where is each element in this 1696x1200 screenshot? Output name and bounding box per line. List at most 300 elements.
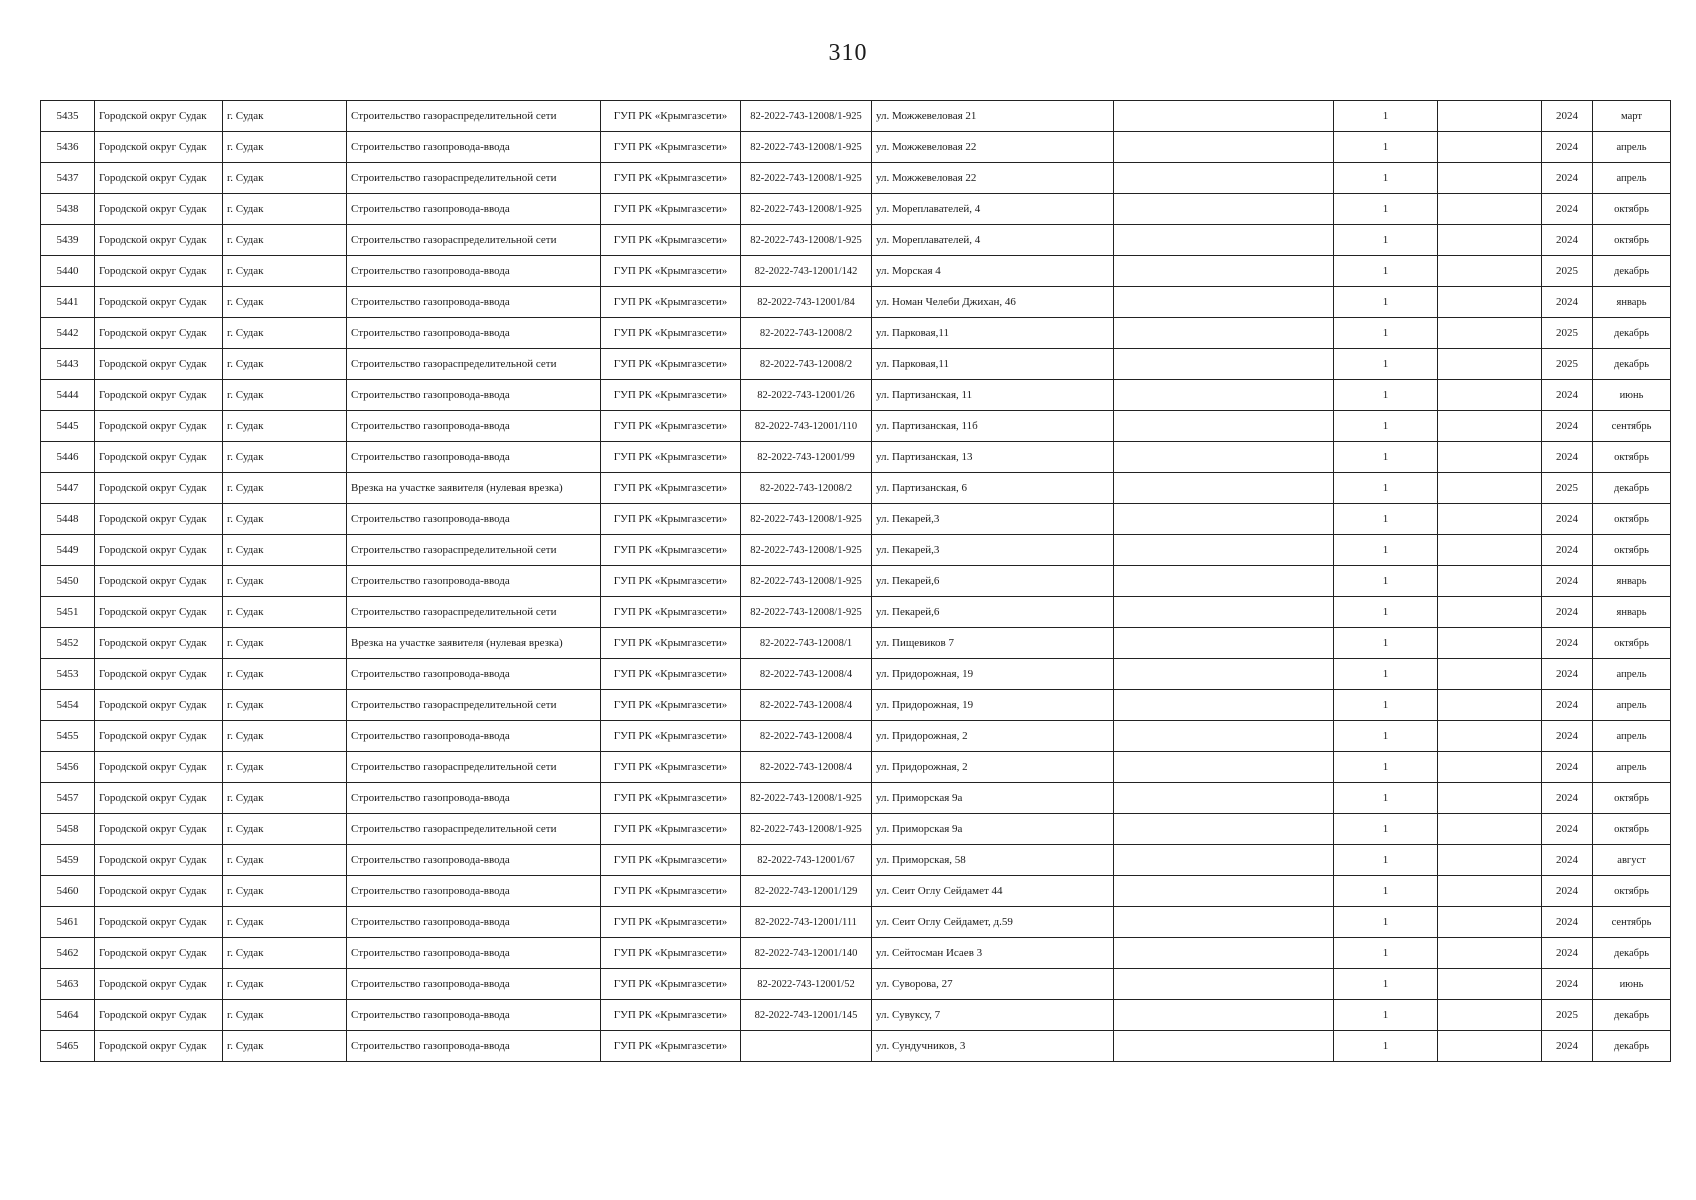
year-cell: 2024 — [1542, 380, 1593, 411]
empty-cell — [1438, 535, 1542, 566]
empty-cell — [1438, 783, 1542, 814]
address-cell: ул. Морская 4 — [872, 256, 1114, 287]
month-cell: декабрь — [1593, 349, 1671, 380]
contract-number-cell: 82-2022-743-12008/4 — [741, 721, 872, 752]
address-cell: ул. Приморская 9а — [872, 783, 1114, 814]
empty-cell — [1438, 969, 1542, 1000]
address-cell: ул. Номан Челеби Джихан, 46 — [872, 287, 1114, 318]
city-cell: г. Судак — [223, 845, 347, 876]
row-number: 5449 — [41, 535, 95, 566]
work-type-cell: Строительство газопровода-ввода — [347, 1000, 601, 1031]
empty-cell — [1114, 690, 1334, 721]
address-cell: ул. Парковая,11 — [872, 349, 1114, 380]
contract-number-cell: 82-2022-743-12008/2 — [741, 473, 872, 504]
month-cell: август — [1593, 845, 1671, 876]
organization-cell: ГУП РК «Крымгазсети» — [601, 256, 741, 287]
city-cell: г. Судак — [223, 814, 347, 845]
work-type-cell: Строительство газопровода-ввода — [347, 380, 601, 411]
year-cell: 2025 — [1542, 318, 1593, 349]
row-number: 5438 — [41, 194, 95, 225]
work-type-cell: Строительство газопровода-ввода — [347, 938, 601, 969]
city-cell: г. Судак — [223, 225, 347, 256]
month-cell: октябрь — [1593, 876, 1671, 907]
row-number: 5465 — [41, 1031, 95, 1062]
organization-cell: ГУП РК «Крымгазсети» — [601, 783, 741, 814]
quantity-cell: 1 — [1334, 1031, 1438, 1062]
table-row — [41, 628, 1671, 659]
address-cell: ул. Мореплавателей, 4 — [872, 194, 1114, 225]
empty-cell — [1114, 876, 1334, 907]
year-cell: 2024 — [1542, 969, 1593, 1000]
empty-cell — [1114, 287, 1334, 318]
district-cell: Городской округ Судак — [95, 1000, 223, 1031]
year-cell: 2024 — [1542, 721, 1593, 752]
empty-cell — [1438, 101, 1542, 132]
district-cell: Городской округ Судак — [95, 907, 223, 938]
work-type-cell: Строительство газопровода-ввода — [347, 132, 601, 163]
table-row — [41, 504, 1671, 535]
contract-number-cell: 82-2022-743-12001/111 — [741, 907, 872, 938]
empty-cell — [1114, 1031, 1334, 1062]
work-type-cell: Строительство газопровода-ввода — [347, 969, 601, 1000]
city-cell: г. Судак — [223, 411, 347, 442]
work-type-cell: Врезка на участке заявителя (нулевая врезка) — [347, 628, 601, 659]
year-cell: 2024 — [1542, 442, 1593, 473]
gasification-table — [40, 100, 1671, 1062]
address-cell: ул. Придорожная, 2 — [872, 752, 1114, 783]
empty-cell — [1114, 783, 1334, 814]
empty-cell — [1438, 628, 1542, 659]
row-number: 5441 — [41, 287, 95, 318]
city-cell: г. Судак — [223, 752, 347, 783]
contract-number-cell: 82-2022-743-12001/145 — [741, 1000, 872, 1031]
quantity-cell: 1 — [1334, 163, 1438, 194]
contract-number-cell: 82-2022-743-12008/1 — [741, 628, 872, 659]
empty-cell — [1438, 256, 1542, 287]
city-cell: г. Судак — [223, 628, 347, 659]
contract-number-cell: 82-2022-743-12008/4 — [741, 690, 872, 721]
table-row — [41, 163, 1671, 194]
quantity-cell: 1 — [1334, 318, 1438, 349]
district-cell: Городской округ Судак — [95, 380, 223, 411]
work-type-cell: Строительство газопровода-ввода — [347, 318, 601, 349]
contract-number-cell: 82-2022-743-12001/26 — [741, 380, 872, 411]
empty-cell — [1114, 628, 1334, 659]
quantity-cell: 1 — [1334, 535, 1438, 566]
organization-cell: ГУП РК «Крымгазсети» — [601, 752, 741, 783]
month-cell: октябрь — [1593, 783, 1671, 814]
city-cell: г. Судак — [223, 690, 347, 721]
contract-number-cell: 82-2022-743-12008/2 — [741, 349, 872, 380]
empty-cell — [1438, 721, 1542, 752]
organization-cell: ГУП РК «Крымгазсети» — [601, 318, 741, 349]
organization-cell: ГУП РК «Крымгазсети» — [601, 690, 741, 721]
address-cell: ул. Сеит Оглу Сейдамет 44 — [872, 876, 1114, 907]
city-cell: г. Судак — [223, 256, 347, 287]
empty-cell — [1114, 504, 1334, 535]
empty-cell — [1438, 287, 1542, 318]
table-row — [41, 597, 1671, 628]
table-row — [41, 256, 1671, 287]
month-cell: январь — [1593, 287, 1671, 318]
quantity-cell: 1 — [1334, 845, 1438, 876]
row-number: 5453 — [41, 659, 95, 690]
row-number: 5445 — [41, 411, 95, 442]
year-cell: 2024 — [1542, 411, 1593, 442]
organization-cell: ГУП РК «Крымгазсети» — [601, 814, 741, 845]
month-cell: октябрь — [1593, 628, 1671, 659]
row-number: 5459 — [41, 845, 95, 876]
city-cell: г. Судак — [223, 535, 347, 566]
district-cell: Городской округ Судак — [95, 845, 223, 876]
empty-cell — [1438, 690, 1542, 721]
year-cell: 2024 — [1542, 876, 1593, 907]
empty-cell — [1438, 194, 1542, 225]
work-type-cell: Врезка на участке заявителя (нулевая врезка) — [347, 473, 601, 504]
table-row — [41, 907, 1671, 938]
organization-cell: ГУП РК «Крымгазсети» — [601, 597, 741, 628]
table-row — [41, 1031, 1671, 1062]
month-cell: декабрь — [1593, 318, 1671, 349]
month-cell: июнь — [1593, 380, 1671, 411]
contract-number-cell: 82-2022-743-12001/140 — [741, 938, 872, 969]
table-row — [41, 318, 1671, 349]
contract-number-cell: 82-2022-743-12001/99 — [741, 442, 872, 473]
row-number: 5451 — [41, 597, 95, 628]
contract-number-cell: 82-2022-743-12008/1-925 — [741, 535, 872, 566]
year-cell: 2024 — [1542, 101, 1593, 132]
year-cell: 2024 — [1542, 814, 1593, 845]
address-cell: ул. Партизанская, 11 — [872, 380, 1114, 411]
quantity-cell: 1 — [1334, 256, 1438, 287]
empty-cell — [1114, 256, 1334, 287]
quantity-cell: 1 — [1334, 752, 1438, 783]
row-number: 5450 — [41, 566, 95, 597]
work-type-cell: Строительство газопровода-ввода — [347, 566, 601, 597]
row-number: 5454 — [41, 690, 95, 721]
quantity-cell: 1 — [1334, 783, 1438, 814]
work-type-cell: Строительство газопровода-ввода — [347, 256, 601, 287]
table-body — [41, 101, 1671, 1062]
quantity-cell: 1 — [1334, 101, 1438, 132]
district-cell: Городской округ Судак — [95, 504, 223, 535]
contract-number-cell: 82-2022-743-12008/1-925 — [741, 566, 872, 597]
row-number: 5463 — [41, 969, 95, 1000]
quantity-cell: 1 — [1334, 969, 1438, 1000]
work-type-cell: Строительство газопровода-ввода — [347, 907, 601, 938]
district-cell: Городской округ Судак — [95, 535, 223, 566]
district-cell: Городской округ Судак — [95, 349, 223, 380]
empty-cell — [1114, 907, 1334, 938]
row-number: 5435 — [41, 101, 95, 132]
table-row — [41, 411, 1671, 442]
contract-number-cell: 82-2022-743-12008/4 — [741, 752, 872, 783]
year-cell: 2024 — [1542, 783, 1593, 814]
address-cell: ул. Сейтосман Исаев 3 — [872, 938, 1114, 969]
district-cell: Городской округ Судак — [95, 752, 223, 783]
empty-cell — [1438, 318, 1542, 349]
work-type-cell: Строительство газопровода-ввода — [347, 783, 601, 814]
year-cell: 2024 — [1542, 938, 1593, 969]
district-cell: Городской округ Судак — [95, 1031, 223, 1062]
address-cell: ул. Придорожная, 2 — [872, 721, 1114, 752]
empty-cell — [1114, 659, 1334, 690]
address-cell: ул. Придорожная, 19 — [872, 690, 1114, 721]
address-cell: ул. Придорожная, 19 — [872, 659, 1114, 690]
contract-number-cell: 82-2022-743-12008/1-925 — [741, 504, 872, 535]
row-number: 5452 — [41, 628, 95, 659]
row-number: 5462 — [41, 938, 95, 969]
table-row — [41, 690, 1671, 721]
quantity-cell: 1 — [1334, 287, 1438, 318]
organization-cell: ГУП РК «Крымгазсети» — [601, 473, 741, 504]
city-cell: г. Судак — [223, 783, 347, 814]
organization-cell: ГУП РК «Крымгазсети» — [601, 132, 741, 163]
row-number: 5464 — [41, 1000, 95, 1031]
work-type-cell: Строительство газораспределительной сети — [347, 752, 601, 783]
table-row — [41, 380, 1671, 411]
organization-cell: ГУП РК «Крымгазсети» — [601, 845, 741, 876]
address-cell: ул. Можжевеловая 22 — [872, 163, 1114, 194]
district-cell: Городской округ Судак — [95, 628, 223, 659]
empty-cell — [1438, 442, 1542, 473]
city-cell: г. Судак — [223, 349, 347, 380]
row-number: 5460 — [41, 876, 95, 907]
contract-number-cell: 82-2022-743-12001/142 — [741, 256, 872, 287]
empty-cell — [1438, 1000, 1542, 1031]
empty-cell — [1438, 163, 1542, 194]
year-cell: 2024 — [1542, 752, 1593, 783]
table-row — [41, 969, 1671, 1000]
district-cell: Городской округ Судак — [95, 411, 223, 442]
row-number: 5448 — [41, 504, 95, 535]
row-number: 5444 — [41, 380, 95, 411]
work-type-cell: Строительство газораспределительной сети — [347, 101, 601, 132]
organization-cell: ГУП РК «Крымгазсети» — [601, 194, 741, 225]
district-cell: Городской округ Судак — [95, 194, 223, 225]
quantity-cell: 1 — [1334, 814, 1438, 845]
empty-cell — [1114, 380, 1334, 411]
address-cell: ул. Партизанская, 13 — [872, 442, 1114, 473]
year-cell: 2024 — [1542, 907, 1593, 938]
address-cell: ул. Пекарей,3 — [872, 535, 1114, 566]
empty-cell — [1114, 101, 1334, 132]
district-cell: Городской округ Судак — [95, 256, 223, 287]
quantity-cell: 1 — [1334, 411, 1438, 442]
row-number: 5455 — [41, 721, 95, 752]
year-cell: 2024 — [1542, 566, 1593, 597]
city-cell: г. Судак — [223, 287, 347, 318]
table-row — [41, 225, 1671, 256]
quantity-cell: 1 — [1334, 380, 1438, 411]
organization-cell: ГУП РК «Крымгазсети» — [601, 566, 741, 597]
row-number: 5442 — [41, 318, 95, 349]
empty-cell — [1438, 907, 1542, 938]
empty-cell — [1114, 535, 1334, 566]
work-type-cell: Строительство газораспределительной сети — [347, 349, 601, 380]
empty-cell — [1114, 566, 1334, 597]
address-cell: ул. Партизанская, 6 — [872, 473, 1114, 504]
row-number: 5447 — [41, 473, 95, 504]
empty-cell — [1114, 225, 1334, 256]
quantity-cell: 1 — [1334, 504, 1438, 535]
organization-cell: ГУП РК «Крымгазсети» — [601, 876, 741, 907]
city-cell: г. Судак — [223, 194, 347, 225]
district-cell: Городской округ Судак — [95, 473, 223, 504]
organization-cell: ГУП РК «Крымгазсети» — [601, 938, 741, 969]
empty-cell — [1438, 938, 1542, 969]
month-cell: октябрь — [1593, 814, 1671, 845]
work-type-cell: Строительство газораспределительной сети — [347, 163, 601, 194]
month-cell: апрель — [1593, 752, 1671, 783]
empty-cell — [1114, 721, 1334, 752]
empty-cell — [1114, 969, 1334, 1000]
month-cell: декабрь — [1593, 1031, 1671, 1062]
empty-cell — [1114, 411, 1334, 442]
district-cell: Городской округ Судак — [95, 163, 223, 194]
work-type-cell: Строительство газораспределительной сети — [347, 814, 601, 845]
quantity-cell: 1 — [1334, 690, 1438, 721]
quantity-cell: 1 — [1334, 132, 1438, 163]
empty-cell — [1438, 659, 1542, 690]
address-cell: ул. Пекарей,3 — [872, 504, 1114, 535]
district-cell: Городской округ Судак — [95, 814, 223, 845]
month-cell: январь — [1593, 566, 1671, 597]
month-cell: декабрь — [1593, 1000, 1671, 1031]
year-cell: 2024 — [1542, 597, 1593, 628]
address-cell: ул. Пекарей,6 — [872, 566, 1114, 597]
year-cell: 2024 — [1542, 287, 1593, 318]
table-row — [41, 287, 1671, 318]
row-number: 5443 — [41, 349, 95, 380]
table-row — [41, 349, 1671, 380]
work-type-cell: Строительство газораспределительной сети — [347, 225, 601, 256]
district-cell: Городской округ Судак — [95, 969, 223, 1000]
organization-cell: ГУП РК «Крымгазсети» — [601, 1031, 741, 1062]
city-cell: г. Судак — [223, 876, 347, 907]
work-type-cell: Строительство газопровода-ввода — [347, 876, 601, 907]
row-number: 5456 — [41, 752, 95, 783]
table-row — [41, 659, 1671, 690]
year-cell: 2025 — [1542, 256, 1593, 287]
contract-number-cell: 82-2022-743-12008/4 — [741, 659, 872, 690]
address-cell: ул. Сеит Оглу Сейдамет, д.59 — [872, 907, 1114, 938]
organization-cell: ГУП РК «Крымгазсети» — [601, 659, 741, 690]
address-cell: ул. Сундучников, 3 — [872, 1031, 1114, 1062]
table-row — [41, 721, 1671, 752]
quantity-cell: 1 — [1334, 907, 1438, 938]
district-cell: Городской округ Судак — [95, 132, 223, 163]
empty-cell — [1114, 318, 1334, 349]
address-cell: ул. Можжевеловая 22 — [872, 132, 1114, 163]
contract-number-cell: 82-2022-743-12008/1-925 — [741, 194, 872, 225]
row-number: 5439 — [41, 225, 95, 256]
contract-number-cell: 82-2022-743-12001/67 — [741, 845, 872, 876]
table-row — [41, 194, 1671, 225]
empty-cell — [1438, 566, 1542, 597]
contract-number-cell: 82-2022-743-12008/1-925 — [741, 783, 872, 814]
organization-cell: ГУП РК «Крымгазсети» — [601, 628, 741, 659]
organization-cell: ГУП РК «Крымгазсети» — [601, 163, 741, 194]
city-cell: г. Судак — [223, 597, 347, 628]
month-cell: декабрь — [1593, 473, 1671, 504]
city-cell: г. Судак — [223, 442, 347, 473]
organization-cell: ГУП РК «Крымгазсети» — [601, 1000, 741, 1031]
district-cell: Городской округ Судак — [95, 659, 223, 690]
table-row — [41, 752, 1671, 783]
city-cell: г. Судак — [223, 380, 347, 411]
month-cell: октябрь — [1593, 535, 1671, 566]
empty-cell — [1438, 225, 1542, 256]
month-cell: апрель — [1593, 163, 1671, 194]
empty-cell — [1114, 194, 1334, 225]
contract-number-cell — [741, 1031, 872, 1062]
year-cell: 2024 — [1542, 504, 1593, 535]
year-cell: 2024 — [1542, 163, 1593, 194]
quantity-cell: 1 — [1334, 1000, 1438, 1031]
month-cell: декабрь — [1593, 938, 1671, 969]
address-cell: ул. Суворова, 27 — [872, 969, 1114, 1000]
organization-cell: ГУП РК «Крымгазсети» — [601, 721, 741, 752]
contract-number-cell: 82-2022-743-12008/1-925 — [741, 101, 872, 132]
district-cell: Городской округ Судак — [95, 566, 223, 597]
organization-cell: ГУП РК «Крымгазсети» — [601, 225, 741, 256]
address-cell: ул. Парковая,11 — [872, 318, 1114, 349]
month-cell: март — [1593, 101, 1671, 132]
empty-cell — [1114, 132, 1334, 163]
table-row — [41, 566, 1671, 597]
table-row — [41, 535, 1671, 566]
city-cell: г. Судак — [223, 969, 347, 1000]
quantity-cell: 1 — [1334, 473, 1438, 504]
district-cell: Городской округ Судак — [95, 597, 223, 628]
empty-cell — [1114, 442, 1334, 473]
month-cell: октябрь — [1593, 225, 1671, 256]
contract-number-cell: 82-2022-743-12001/110 — [741, 411, 872, 442]
address-cell: ул. Приморская, 58 — [872, 845, 1114, 876]
month-cell: апрель — [1593, 659, 1671, 690]
city-cell: г. Судак — [223, 721, 347, 752]
work-type-cell: Строительство газопровода-ввода — [347, 287, 601, 318]
year-cell: 2024 — [1542, 535, 1593, 566]
month-cell: октябрь — [1593, 504, 1671, 535]
district-cell: Городской округ Судак — [95, 690, 223, 721]
district-cell: Городской округ Судак — [95, 442, 223, 473]
contract-number-cell: 82-2022-743-12008/1-925 — [741, 597, 872, 628]
row-number: 5436 — [41, 132, 95, 163]
address-cell: ул. Пищевиков 7 — [872, 628, 1114, 659]
work-type-cell: Строительство газораспределительной сети — [347, 690, 601, 721]
contract-number-cell: 82-2022-743-12008/2 — [741, 318, 872, 349]
empty-cell — [1114, 163, 1334, 194]
table-row — [41, 442, 1671, 473]
address-cell: ул. Пекарей,6 — [872, 597, 1114, 628]
work-type-cell: Строительство газопровода-ввода — [347, 504, 601, 535]
work-type-cell: Строительство газораспределительной сети — [347, 535, 601, 566]
empty-cell — [1114, 597, 1334, 628]
address-cell: ул. Сувуксу, 7 — [872, 1000, 1114, 1031]
contract-number-cell: 82-2022-743-12001/129 — [741, 876, 872, 907]
city-cell: г. Судак — [223, 907, 347, 938]
year-cell: 2024 — [1542, 690, 1593, 721]
address-cell: ул. Приморская 9а — [872, 814, 1114, 845]
work-type-cell: Строительство газопровода-ввода — [347, 411, 601, 442]
empty-cell — [1114, 473, 1334, 504]
empty-cell — [1114, 349, 1334, 380]
table-row — [41, 473, 1671, 504]
empty-cell — [1438, 845, 1542, 876]
contract-number-cell: 82-2022-743-12001/52 — [741, 969, 872, 1000]
